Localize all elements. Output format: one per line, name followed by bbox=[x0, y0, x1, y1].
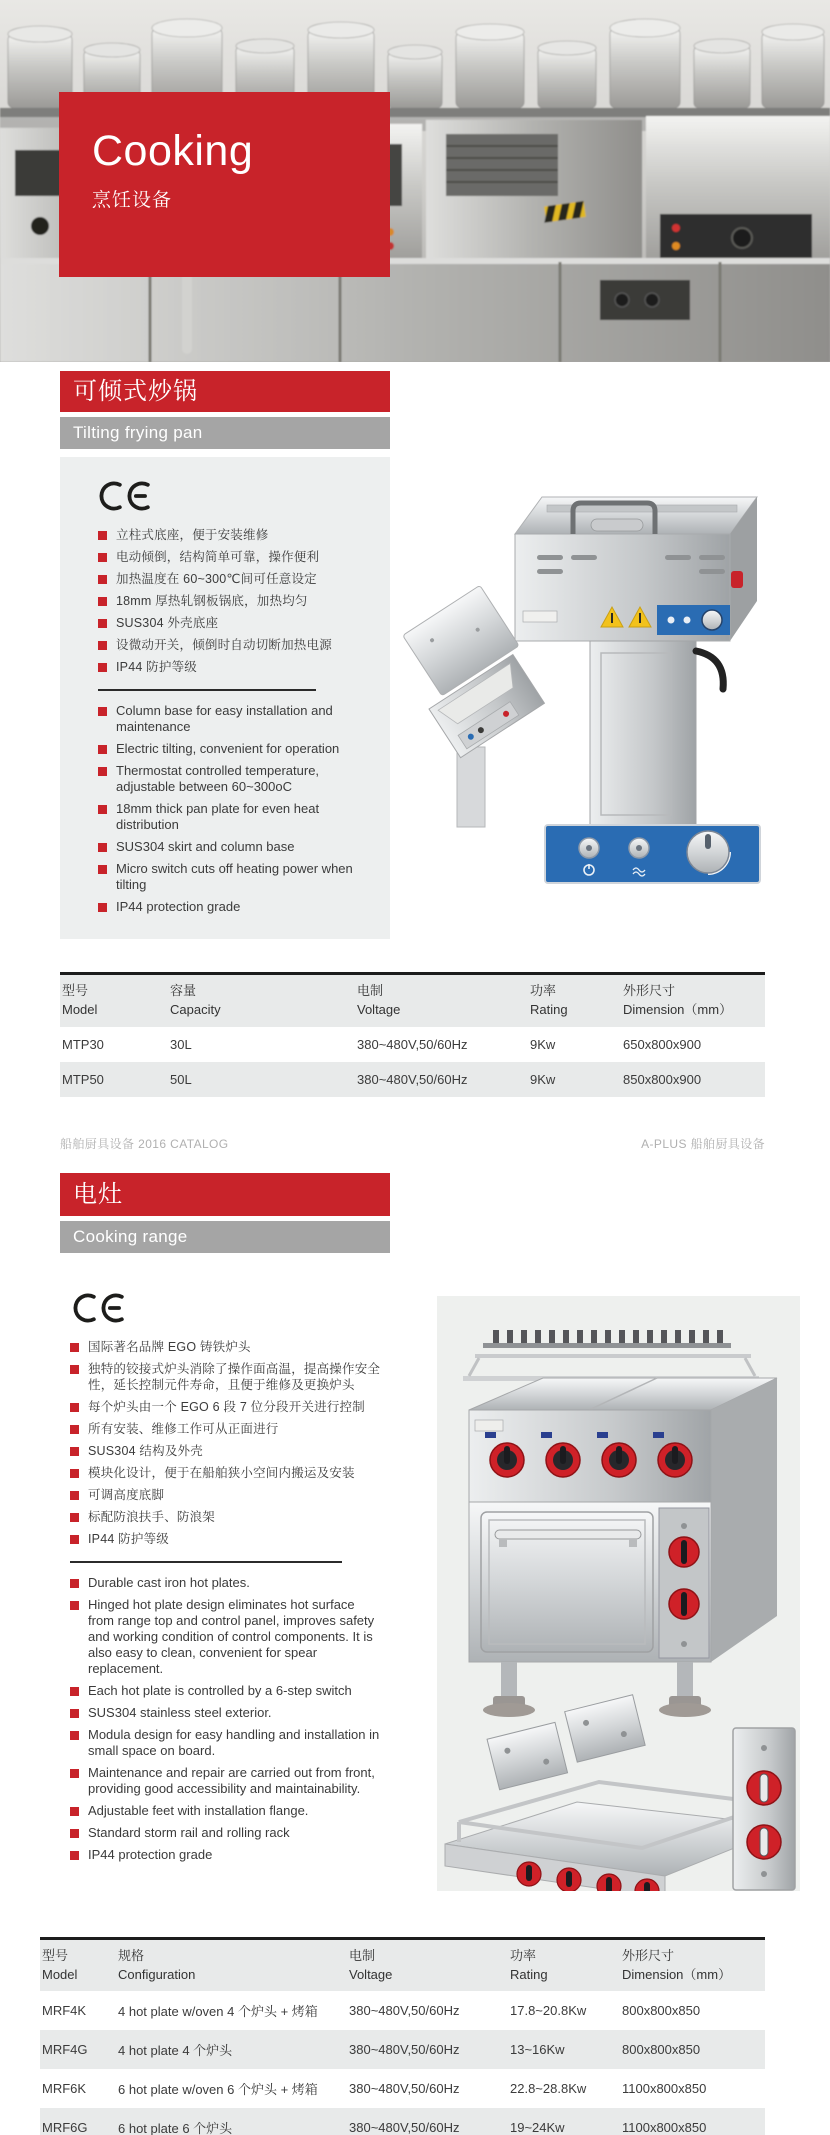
feature-text: 加热温度在 60~300℃间可任意设定 bbox=[116, 572, 317, 586]
cell-capacity: 50L bbox=[170, 1071, 192, 1087]
feature-divider bbox=[70, 1561, 342, 1563]
feature-item bbox=[70, 1765, 382, 1797]
cell-dimension: 850x800x900 bbox=[623, 1071, 702, 1087]
cell-configuration: 6 hot plate 6 个炉头 bbox=[118, 2120, 233, 2135]
bullet-square-icon bbox=[70, 1447, 79, 1456]
feature-text: 每个炉头由一个 EGO 6 段 7 位分段开关进行控制 bbox=[88, 1399, 365, 1414]
cell-rating: 9Kw bbox=[530, 1036, 556, 1052]
bullet-square-icon bbox=[70, 1513, 79, 1522]
feature-text: 所有安装、维修工作可从正面进行 bbox=[88, 1421, 279, 1436]
bullet-square-icon bbox=[98, 575, 107, 584]
tilting-frying-pan-photo bbox=[390, 457, 800, 902]
feature-text: 标配防浪扶手、防浪架 bbox=[88, 1509, 216, 1524]
header-model: 型号 Model bbox=[40, 1938, 116, 1991]
cell-capacity: 30L bbox=[170, 1036, 192, 1052]
section1-title-en: Tilting frying pan bbox=[60, 417, 390, 449]
feature-text: SUS304 外壳底座 bbox=[116, 616, 219, 630]
bullet-square-icon bbox=[98, 767, 107, 776]
bullet-square-icon bbox=[98, 531, 107, 540]
bullet-square-icon bbox=[98, 597, 107, 606]
cell-model: MRF4K bbox=[42, 2003, 87, 2019]
feature-item bbox=[98, 801, 376, 833]
table-row bbox=[40, 2069, 765, 2108]
feature-item bbox=[70, 1683, 382, 1699]
catalog-footer bbox=[60, 1135, 765, 1152]
footer-left: 船舶厨具设备 2016 CATALOG bbox=[60, 1136, 229, 1151]
feature-text: Modula design for easy handling and installation in small space on board. bbox=[88, 1726, 380, 1758]
feature-text: Durable cast iron hot plates. bbox=[88, 1574, 250, 1590]
cell-voltage: 380~480V,50/60Hz bbox=[349, 2081, 460, 2097]
section1-feature-panel bbox=[60, 457, 390, 939]
section-cooking-range bbox=[0, 1173, 830, 2135]
feature-item bbox=[98, 571, 376, 587]
bullet-square-icon bbox=[70, 1365, 79, 1374]
feature-text: 国际著名品牌 EGO 铸铁炉头 bbox=[88, 1339, 251, 1354]
header-dimension: 外形尺寸 Dimension（mm） bbox=[621, 974, 765, 1027]
header-capacity: 容量 Capacity bbox=[168, 974, 355, 1027]
bullet-square-icon bbox=[70, 1425, 79, 1434]
feature-item bbox=[98, 637, 376, 653]
cell-dimension: 800x800x850 bbox=[622, 2042, 701, 2058]
feature-text: Hinged hot plate design eliminates hot surface from range top and control panel, improves safety and working condition of control components. It is also easy to clean, convenient for spear replacement. bbox=[88, 1596, 375, 1676]
cell-dimension: 1100x800x850 bbox=[622, 2119, 707, 2135]
feature-item bbox=[70, 1421, 382, 1437]
cell-dimension: 1100x800x850 bbox=[622, 2081, 707, 2097]
cell-configuration: 4 hot plate 4 个炉头 bbox=[118, 2043, 233, 2059]
bullet-square-icon bbox=[98, 707, 107, 716]
table-header-row bbox=[60, 974, 765, 1027]
bullet-square-icon bbox=[70, 1343, 79, 1352]
bullet-square-icon bbox=[70, 1769, 79, 1778]
feature-text: SUS304 结构及外壳 bbox=[88, 1443, 203, 1458]
table-row bbox=[40, 1991, 765, 2030]
feature-item bbox=[70, 1705, 382, 1721]
bullet-square-icon bbox=[98, 619, 107, 628]
header-model: 型号 Model bbox=[60, 974, 168, 1027]
feature-text: SUS304 stainless steel exterior. bbox=[88, 1704, 272, 1720]
cell-rating: 9Kw bbox=[530, 1071, 556, 1087]
bullet-square-icon bbox=[98, 745, 107, 754]
feature-text: 模块化设计，便于在船舶狭小空间内搬运及安装 bbox=[88, 1465, 355, 1480]
feature-text: IP44 protection grade bbox=[116, 899, 241, 914]
feature-text: 设微动开关，倾倒时自动切断加热电源 bbox=[116, 638, 332, 652]
feature-text: IP44 防护等级 bbox=[88, 1531, 169, 1546]
cell-rating: 19~24Kw bbox=[510, 2119, 565, 2135]
bullet-square-icon bbox=[70, 1829, 79, 1838]
cell-rating: 17.8~20.8Kw bbox=[510, 2003, 587, 2019]
feature-item bbox=[98, 615, 376, 631]
feature-item bbox=[70, 1597, 382, 1677]
header-dimension: 外形尺寸 Dimension（mm） bbox=[620, 1938, 765, 1991]
feature-item bbox=[98, 593, 376, 609]
feature-text: Maintenance and repair are carried out from front, providing good accessibility and maintainability. bbox=[88, 1764, 375, 1796]
cell-dimension: 800x800x850 bbox=[622, 2003, 701, 2019]
feature-item bbox=[70, 1399, 382, 1415]
cell-voltage: 380~480V,50/60Hz bbox=[349, 2042, 460, 2058]
bullet-square-icon bbox=[98, 641, 107, 650]
bullet-square-icon bbox=[70, 1851, 79, 1860]
feature-item bbox=[70, 1509, 382, 1525]
bullet-square-icon bbox=[70, 1579, 79, 1588]
feature-item bbox=[70, 1825, 382, 1841]
table-header-row bbox=[40, 1938, 765, 1991]
bullet-square-icon bbox=[98, 553, 107, 562]
cooking-range-photo bbox=[437, 1296, 800, 1891]
feature-item bbox=[98, 899, 376, 915]
feature-divider bbox=[98, 689, 316, 691]
cell-voltage: 380~480V,50/60Hz bbox=[357, 1036, 468, 1052]
feature-text: Adjustable feet with installation flange. bbox=[88, 1802, 309, 1818]
cell-configuration: 6 hot plate w/oven 6 个炉头 + 烤箱 bbox=[118, 2082, 318, 2098]
section2-title-en: Cooking range bbox=[60, 1221, 390, 1253]
section-tilting-frying-pan bbox=[0, 371, 830, 1097]
section2-features-cn bbox=[60, 1339, 382, 1547]
section1-title-cn: 可倾式炒锅 bbox=[60, 371, 390, 412]
feature-item bbox=[98, 527, 376, 543]
bullet-square-icon bbox=[70, 1469, 79, 1478]
bullet-square-icon bbox=[70, 1709, 79, 1718]
cell-model: MRF4G bbox=[42, 2042, 88, 2058]
table-row bbox=[40, 2030, 765, 2069]
header-voltage: 电制 Voltage bbox=[347, 1938, 508, 1991]
cell-voltage: 380~480V,50/60Hz bbox=[349, 2119, 460, 2135]
ce-mark-icon bbox=[70, 1291, 382, 1327]
feature-text: Thermostat controlled temperature, adjustable between 60~300oC bbox=[116, 763, 320, 794]
feature-text: Electric tilting, convenient for operation bbox=[116, 741, 340, 756]
feature-item bbox=[98, 861, 376, 893]
feature-text: Column base for easy installation and maintenance bbox=[116, 703, 333, 734]
bullet-square-icon bbox=[70, 1491, 79, 1500]
ce-mark-icon bbox=[96, 479, 376, 515]
feature-text: 可调高度底脚 bbox=[88, 1487, 165, 1502]
bullet-square-icon bbox=[98, 903, 107, 912]
cell-voltage: 380~480V,50/60Hz bbox=[349, 2003, 460, 2019]
feature-item bbox=[98, 839, 376, 855]
feature-item bbox=[98, 703, 376, 735]
feature-text: 18mm thick pan plate for even heat distribution bbox=[116, 801, 320, 832]
feature-text: 电动倾倒，结构简单可靠，操作便利 bbox=[116, 550, 320, 564]
hero-kitchen-photo bbox=[0, 0, 830, 362]
feature-item bbox=[70, 1847, 382, 1863]
feature-item bbox=[98, 741, 376, 757]
feature-text: 18mm 厚热轧钢板锅底，加热均匀 bbox=[116, 594, 308, 608]
feature-item bbox=[98, 549, 376, 565]
bullet-square-icon bbox=[70, 1687, 79, 1696]
feature-item bbox=[70, 1339, 382, 1355]
spec-table-tilting-frying-pan bbox=[60, 972, 765, 1097]
cell-configuration: 4 hot plate w/oven 4 个炉头 + 烤箱 bbox=[118, 2004, 318, 2020]
feature-item bbox=[70, 1531, 382, 1547]
bullet-square-icon bbox=[98, 663, 107, 672]
section1-features-cn bbox=[60, 527, 376, 675]
section2-title-cn: 电灶 bbox=[60, 1173, 390, 1216]
spec-table-cooking-range bbox=[40, 1937, 765, 2135]
header-configuration: 规格 Configuration bbox=[116, 1938, 347, 1991]
hero-subtitle: 烹饪设备 bbox=[92, 190, 173, 211]
cell-dimension: 650x800x900 bbox=[623, 1036, 702, 1052]
cell-model: MRF6K bbox=[42, 2081, 87, 2097]
table-row bbox=[40, 2108, 765, 2135]
feature-item bbox=[70, 1465, 382, 1481]
feature-item bbox=[70, 1727, 382, 1759]
feature-text: 独特的铰接式炉头消除了操作面高温，提高操作安全性，延长控制元件寿命，且便于维修及更换炉头 bbox=[88, 1361, 381, 1392]
feature-item bbox=[70, 1803, 382, 1819]
table-row bbox=[60, 1027, 765, 1062]
header-rating: 功率 Rating bbox=[508, 1938, 620, 1991]
cell-model: MRF6G bbox=[42, 2119, 88, 2135]
feature-text: SUS304 skirt and column base bbox=[116, 839, 295, 854]
feature-text: Standard storm rail and rolling rack bbox=[88, 1824, 290, 1840]
feature-item bbox=[70, 1361, 382, 1393]
feature-text: 立柱式底座，便于安装维修 bbox=[116, 528, 269, 542]
feature-item bbox=[70, 1487, 382, 1503]
feature-text: IP44 防护等级 bbox=[116, 660, 197, 674]
hero-title: Cooking bbox=[92, 127, 254, 175]
feature-text: Micro switch cuts off heating power when tilting bbox=[116, 861, 353, 892]
feature-item bbox=[98, 763, 376, 795]
feature-item bbox=[70, 1575, 382, 1591]
bullet-square-icon bbox=[70, 1601, 79, 1610]
section2-features-en bbox=[60, 1575, 382, 1863]
section1-features-en bbox=[60, 703, 376, 915]
feature-item bbox=[98, 659, 376, 675]
bullet-square-icon bbox=[70, 1807, 79, 1816]
feature-item bbox=[70, 1443, 382, 1459]
feature-text: Each hot plate is controlled by a 6-step switch bbox=[88, 1682, 352, 1698]
bullet-square-icon bbox=[70, 1535, 79, 1544]
feature-text: IP44 protection grade bbox=[88, 1846, 213, 1862]
bullet-square-icon bbox=[70, 1403, 79, 1412]
footer-right: A-PLUS 船舶厨具设备 bbox=[641, 1136, 765, 1151]
header-voltage: 电制 Voltage bbox=[355, 974, 528, 1027]
table-row bbox=[60, 1062, 765, 1097]
bullet-square-icon bbox=[98, 843, 107, 852]
section2-feature-panel bbox=[60, 1271, 390, 1887]
cell-model: MTP30 bbox=[62, 1036, 104, 1052]
cell-rating: 13~16Kw bbox=[510, 2042, 565, 2058]
cell-model: MTP50 bbox=[62, 1071, 104, 1087]
bullet-square-icon bbox=[98, 805, 107, 814]
header-rating: 功率 Rating bbox=[528, 974, 621, 1027]
cell-rating: 22.8~28.8Kw bbox=[510, 2081, 587, 2097]
bullet-square-icon bbox=[98, 865, 107, 874]
bullet-square-icon bbox=[70, 1731, 79, 1740]
cell-voltage: 380~480V,50/60Hz bbox=[357, 1071, 468, 1087]
hero-title-box bbox=[59, 92, 390, 277]
